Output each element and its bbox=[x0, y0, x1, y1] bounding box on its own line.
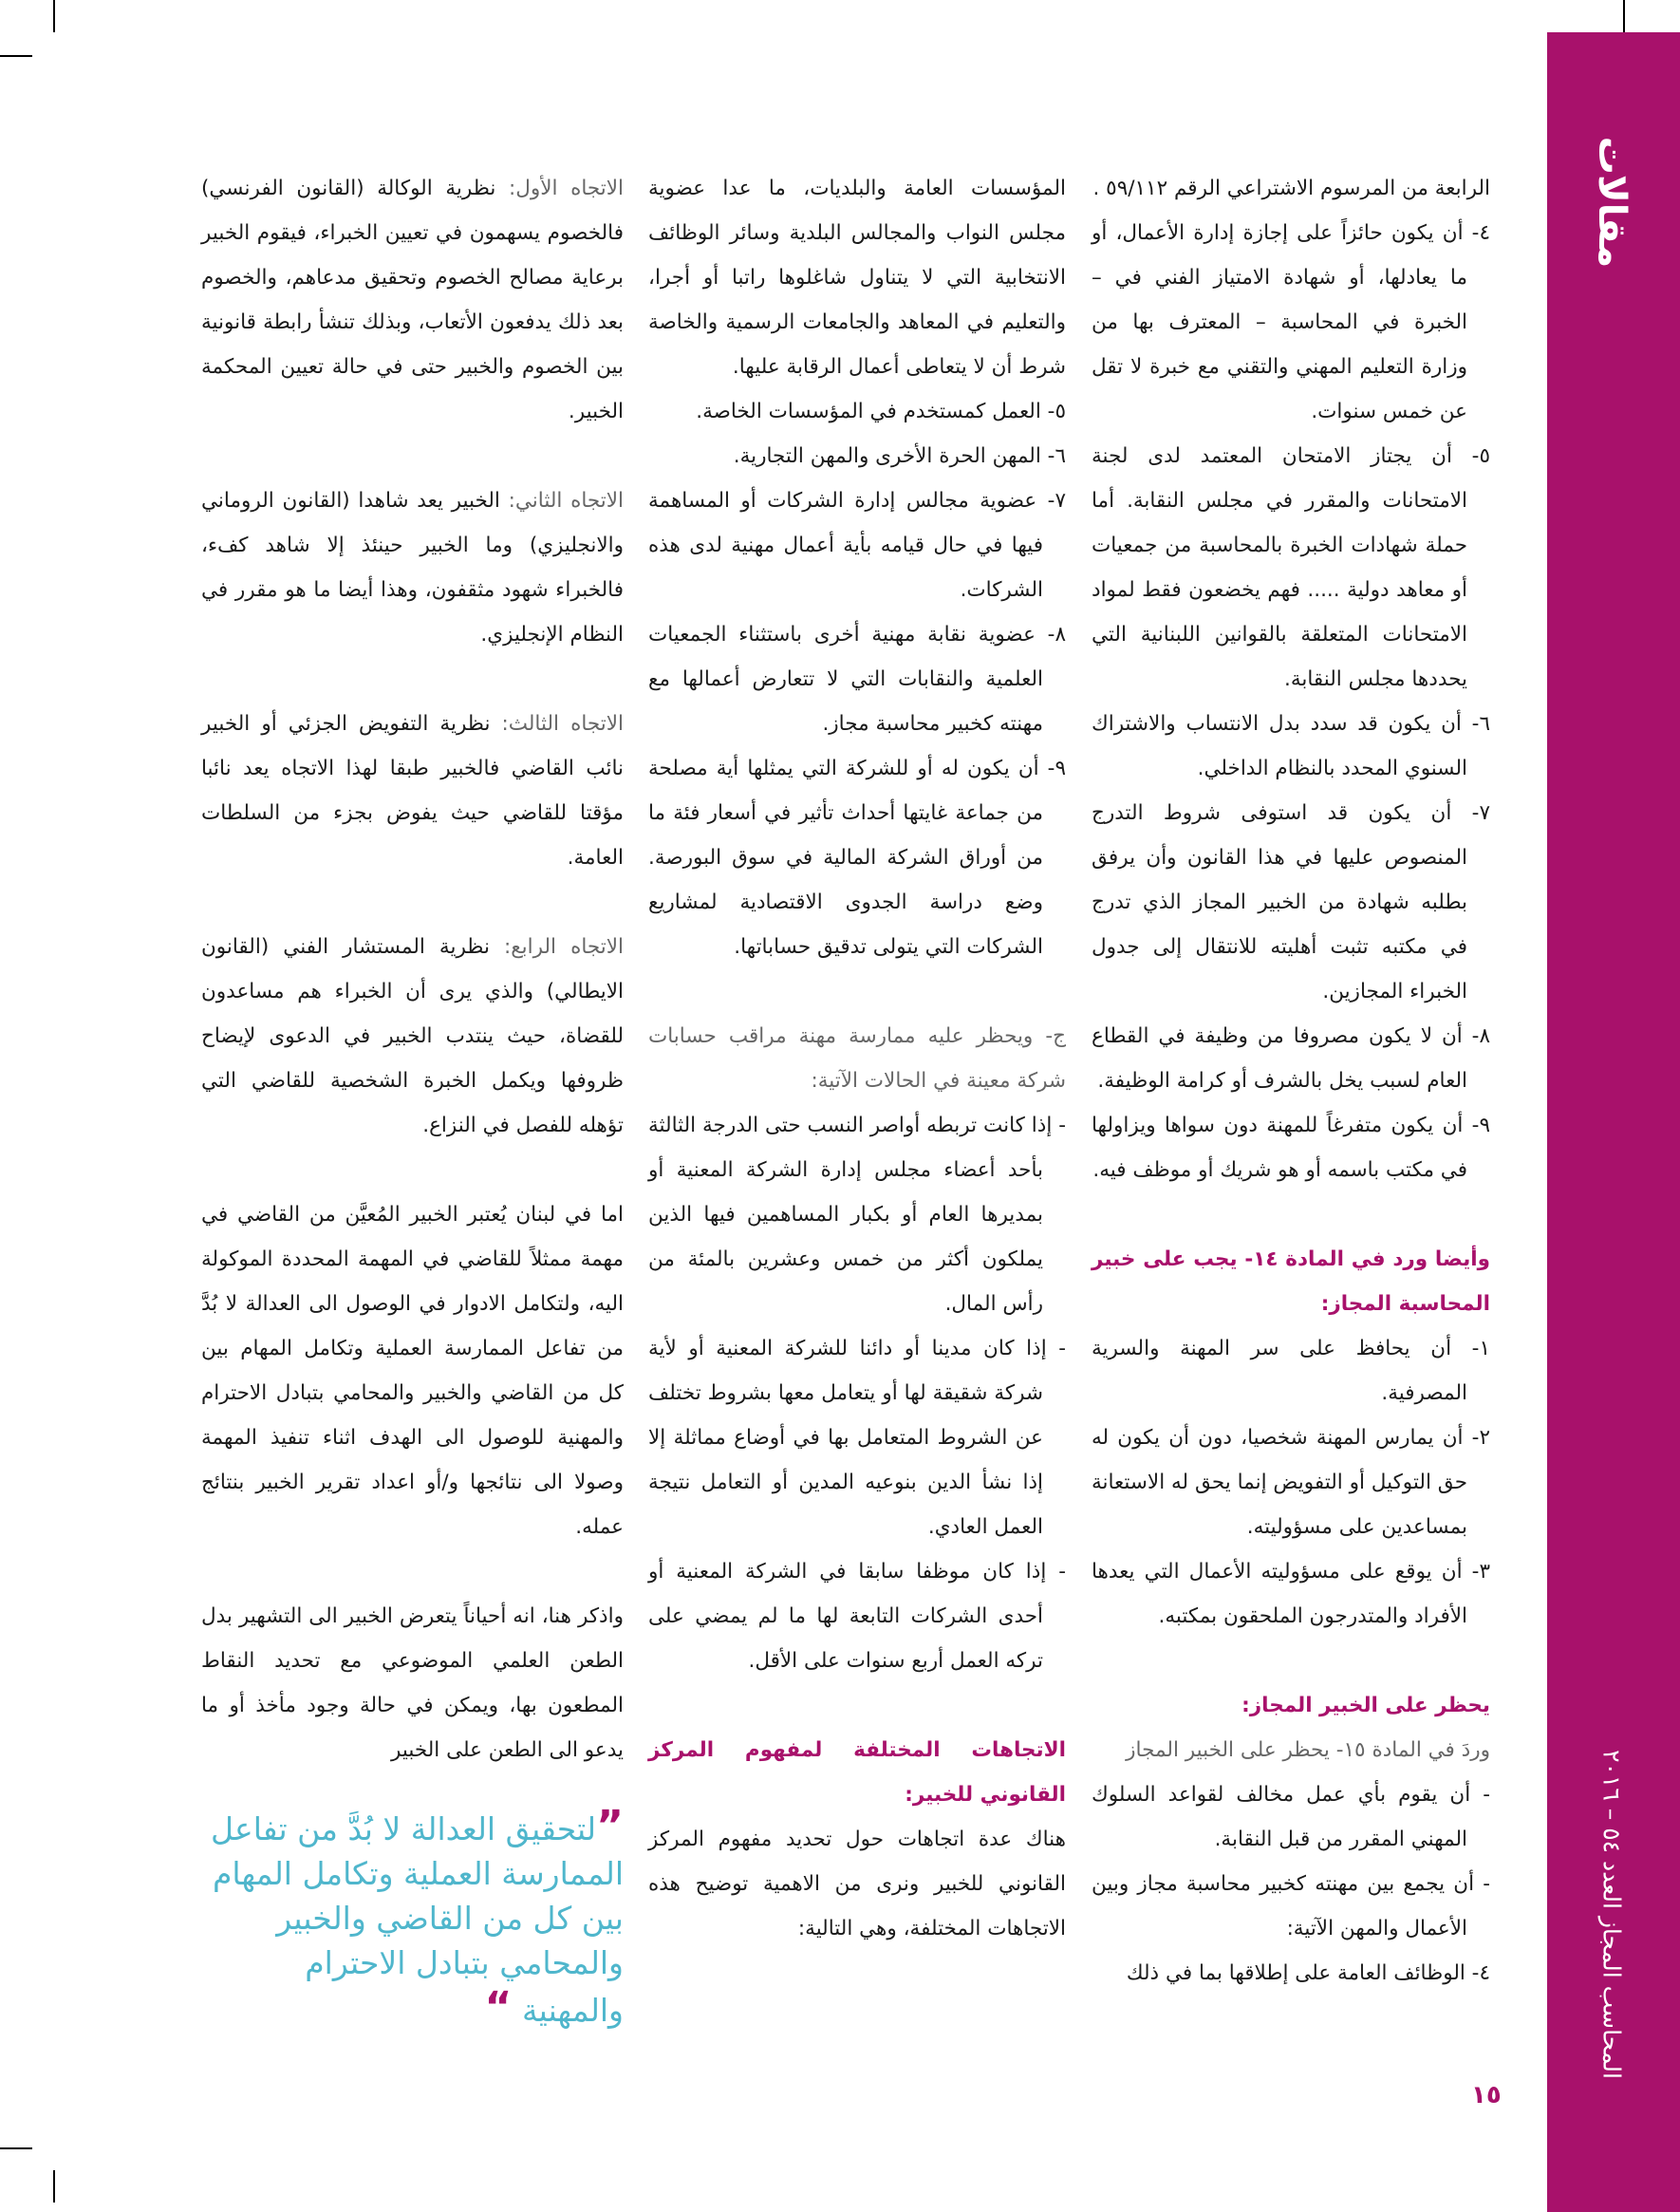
prohibited-item: ٥- العمل كمستخدم في المؤسسات الخاصة. bbox=[696, 400, 1066, 423]
requirement-item: ٦- أن يكون قد سدد بدل الانتساب والاشتراك السنوي المحدد بالنظام الداخلي. bbox=[1092, 712, 1490, 780]
prohibited-item: ٩- أن يكون له أو للشركة التي يمثلها أية مصلحة من جماعة غايتها أحداث تأثير في أسعار فئة ما من أوراق الشركة المالية في سوق البورصة. وضع دراسة الجدوى الاقتصادية لمشاريع الشركات التي يتولى تدقيق حساباتها. bbox=[648, 757, 1066, 959]
prohibited-heading: يحظر على الخبير المجاز: bbox=[1241, 1694, 1490, 1717]
crop-mark bbox=[53, 0, 55, 32]
requirement-item: ٤- أن يكون حائزاً على إجازة إدارة الأعمال، أو ما يعادلها، أو شهادة الامتياز الفني في – الخبرة في المحاسبة – المعترف بها من وزارة التعليم المهني والتقني مع خبرة لا تقل عن خمس سنوات. bbox=[1092, 221, 1490, 423]
trend-paragraph bbox=[201, 702, 624, 880]
requirement-item: ٨- أن لا يكون مصروفا من وظيفة في القطاع العام لسبب يخل بالشرف أو كرامة الوظيفة. bbox=[1092, 1024, 1490, 1093]
paragraph: اما في لبنان يُعتبر الخبير المُعيَّن من القاضي في مهمة ممثلاً للقاضي في المهمة المحددة الموكولة اليه، ولتكامل الادوار في الوصول الى العدالة لا بُدَّ من تفاعل الممارسة العملية وتكامل المهام بين كل من القاضي والخبير والمحامي بتبادل الاحترام والمهنية للوصول الى الهدف اثناء تنفيذ المهمة وصولا الى نتائجها و/أو اعداد تقرير الخبير بنتائج عمله. bbox=[201, 1203, 624, 1539]
trend-label: الاتجاه الرابع: bbox=[504, 935, 624, 959]
prohibited-intro: وردَ في المادة ١٥- يحظر على الخبير المجاز bbox=[1126, 1738, 1490, 1762]
prohibited-item: ٦- المهن الحرة الأخرى والمهن التجارية. bbox=[733, 444, 1066, 468]
column-right bbox=[1092, 166, 1490, 1996]
column-middle bbox=[648, 166, 1066, 1951]
pull-quote-text: لتحقيق العدالة لا بُدَّ من تفاعل الممارسة العملية وتكامل المهام بين كل من القاضي والخبير والمحامي بتبادل الاحترام والمهنية bbox=[211, 1810, 624, 2029]
duty-item: ٣- أن يوقع على مسؤوليته الأعمال التي يعدها الأفراد والمتدرجون الملحقون بمكتبه. bbox=[1092, 1560, 1490, 1628]
trend-label: الاتجاه الأول: bbox=[508, 177, 624, 200]
prohibited-item: ٤- الوظائف العامة على إطلاقها بما في ذلك bbox=[1126, 1961, 1490, 1985]
duty-item: ٢- أن يمارس المهنة شخصيا، دون أن يكون له حق التوكيل أو التفويض إنما يحق له الاستعانة بمساعدين على مسؤوليته. bbox=[1092, 1426, 1490, 1539]
crop-mark bbox=[0, 55, 32, 57]
paragraph: الرابعة من المرسوم الاشتراعي الرقم ٥٩/١١٢ . bbox=[1092, 177, 1490, 200]
pull-quote bbox=[201, 1804, 624, 2033]
auditor-item: - إذا كان مدينا أو دائنا للشركة المعنية أو لأية شركة شقيقة لها أو يتعامل معها بشروط تختلف عن الشروط المتعامل بها في أوضاع مماثلة إلا إذا نشأ الدين بنوعيه المدين أو التعامل نتيجة العمل العادي. bbox=[648, 1337, 1066, 1539]
prohibited-item: - أن يقوم بأي عمل مخالف لقواعد السلوك المهني المقرر من قبل النقابة. bbox=[1092, 1783, 1490, 1851]
trend-text: الخبير يعد شاهدا (القانون الروماني والانجليزي) وما الخبير حينئذ إلا شاهد كفء، فالخبراء شهود مثقفون، وهذا أيضا ما هو مقرر في النظام الإنجليزي. bbox=[201, 489, 624, 647]
page-number: ١٥ bbox=[1471, 2081, 1502, 2109]
trend-text: نظرية التفويض الجزئي أو الخبير نائب القاضي فالخبير طبقا لهذا الاتجاه يعد نائبا مؤقتا للقاضي حيث يفوض بجزء من السلطات العامة. bbox=[201, 712, 624, 870]
auditor-intro: ج- ويحظر عليه ممارسة مهنة مراقب حسابات شركة معينة في الحالات الآتية: bbox=[648, 1024, 1066, 1093]
trend-label: الاتجاه الثاني: bbox=[508, 489, 624, 513]
section-title: مقالات bbox=[1590, 136, 1633, 269]
trend-label: الاتجاه الثالث: bbox=[501, 712, 624, 736]
auditor-item: - إذا كان موظفا سابقا في الشركة المعنية أو أحدى الشركات التابعة لها ما لم يمضي على تركه العمل أربع سنوات على الأقل. bbox=[648, 1560, 1066, 1673]
trend-paragraph bbox=[201, 478, 624, 657]
legal-status-heading: الاتجاهات المختلفة لمفهوم المركز القانوني للخبير: bbox=[648, 1738, 1066, 1807]
column-left bbox=[201, 166, 624, 1772]
magazine-footer: المحاسب المجاز العدد ٥٤ – ٢٠١٦ bbox=[1597, 1750, 1626, 2079]
trend-text: نظرية الوكالة (القانون الفرنسي) فالخصوم يسهمون في تعيين الخبراء، فيقوم الخبير برعاية مصالح الخصوم وتحقيق مدعاهم، والخصوم بعد ذلك يدفعون الأتعاب، وبذلك تنشأ رابطة قانونية بين الخصوم والخبير حتى في حالة تعيين المحكمة الخبير. bbox=[201, 177, 624, 423]
requirement-item: ٩- أن يكون متفرغاً للمهنة دون سواها ويزاولها في مكتب باسمه أو هو شريك أو موظف فيه. bbox=[1092, 1114, 1490, 1182]
prohibited-item: ٧- عضوية مجالس إدارة الشركات أو المساهمة فيها في حال قيامه بأية أعمال مهنية لدى هذه الشركات. bbox=[648, 489, 1066, 602]
quote-open-mark: ” bbox=[596, 1802, 624, 1850]
trend-paragraph bbox=[201, 925, 624, 1148]
trend-text: نظرية المستشار الفني (القانون الايطالي) والذي يرى أن الخبراء هم مساعدون للقضاة، حيث ينتدب الخبير في الدعوى لإيضاح ظروفها ويكمل الخبرة الشخصية للقاضي التي تؤهله للفصل في النزاع. bbox=[201, 935, 624, 1137]
prohibited-item: - أن يجمع بين مهنته كخبير محاسبة مجاز وبين الأعمال والمهن الآتية: bbox=[1092, 1872, 1490, 1940]
duty-item: ١- أن يحافظ على سر المهنة والسرية المصرفية. bbox=[1092, 1337, 1490, 1405]
prohibited-item: ٨- عضوية نقابة مهنية أخرى باستثناء الجمعيات العلمية والنقابات التي لا تتعارض أعمالها مع مهنته كخبير محاسبة مجاز. bbox=[648, 623, 1066, 736]
crop-mark bbox=[0, 2147, 32, 2149]
crop-mark bbox=[1623, 0, 1625, 32]
auditor-item: - إذا كانت تربطه أواصر النسب حتى الدرجة الثالثة بأحد أعضاء مجلس إدارة الشركة المعنية أو بمديرها العام أو بكبار المساهمين فيها الذين يملكون أكثر من خمس وعشرين بالمئة من رأس المال. bbox=[648, 1114, 1066, 1316]
quote-close-mark: “ bbox=[484, 1983, 513, 2032]
paragraph: المؤسسات العامة والبلديات، ما عدا عضوية مجلس النواب والمجالس البلدية وسائر الوظائف الانتخابية التي لا يتناول شاغلوها راتبا أو أجرا، والتعليم في المعاهد والجامعات الرسمية والخاصة شرط أن لا يتعاطى أعمال الرقابة عليها. bbox=[648, 177, 1066, 379]
requirement-item: ٧- أن يكون قد استوفى شروط التدرج المنصوص عليها في هذا القانون وأن يرفق بطلبه شهادة من الخبير المجاز الذي تدرج في مكتبه تثبت أهليته للانتقال إلى جدول الخبراء المجازين. bbox=[1092, 801, 1490, 1003]
article-14-heading: وأيضا ورد في المادة ١٤- يجب على خبير المحاسبة المجاز: bbox=[1092, 1247, 1490, 1316]
trend-paragraph bbox=[201, 166, 624, 434]
paragraph: واذكر هنا، انه أحياناً يتعرض الخبير الى التشهير بدل الطعن العلمي الموضوعي مع تحديد النقاط المطعون بها، ويمكن في حالة وجود مأخذ أو ما يدعو الى الطعن على الخبير bbox=[201, 1604, 624, 1762]
paragraph: هناك عدة اتجاهات حول تحديد مفهوم المركز القانوني للخبير ونرى من الاهمية توضيح هذه الاتجاهات المختلفة، وهي التالية: bbox=[648, 1828, 1066, 1940]
requirement-item: ٥- أن يجتاز الامتحان المعتمد لدى لجنة الامتحانات والمقرر في مجلس النقابة. أما حملة شهادات الخبرة بالمحاسبة من جمعيات أو معاهد دولية ..... فهم يخضعون فقط لمواد الامتحانات المتعلقة بالقوانين اللبنانية التي يحددها مجلس النقابة. bbox=[1092, 444, 1490, 691]
crop-mark bbox=[53, 2170, 55, 2203]
